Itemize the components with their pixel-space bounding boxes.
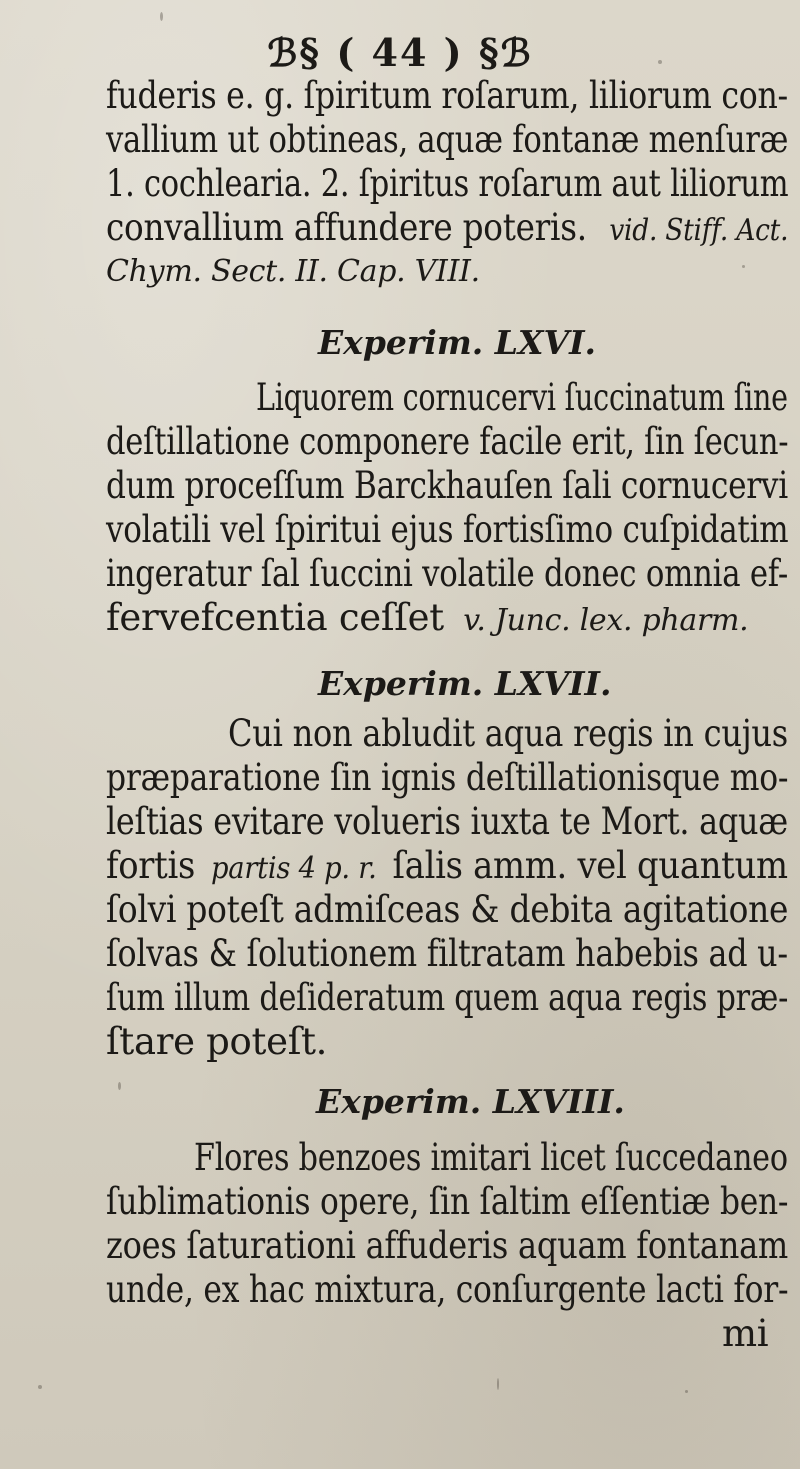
text-line: Liquorem cornucervi ſuccinatum ſine bbox=[256, 376, 788, 419]
text-line: unde, ex hac mixtura, conſurgente lacti for- bbox=[106, 1268, 789, 1311]
paper-speck bbox=[118, 1082, 121, 1090]
paper-speck bbox=[497, 1378, 499, 1390]
page-header: ℬ§ ( 44 ) §ℬ bbox=[267, 30, 533, 75]
section-heading: Experim. LXVI. bbox=[318, 323, 597, 362]
text-line: ſum illum deſideratum quem aqua regis præ- bbox=[106, 976, 789, 1019]
text-line: ſolvi poteſt admiſceas & debita agitatione bbox=[106, 888, 789, 931]
reference-citation: Chym. Sect. II. Cap. VIII. bbox=[106, 254, 480, 289]
paper-speck bbox=[38, 1385, 42, 1389]
text-line: præparatione ſin ignis deſtillationisque mo- bbox=[106, 756, 789, 799]
paper-speck bbox=[160, 12, 163, 21]
text-line: Flores benzoes imitari licet ſuccedaneo bbox=[194, 1136, 788, 1179]
text-line bbox=[106, 206, 788, 253]
paper-speck bbox=[742, 265, 745, 268]
text-line: dum proceſſum Barckhauſen ſali cornucervi bbox=[106, 464, 788, 507]
text-line: mi bbox=[722, 1312, 769, 1355]
reference-citation: vid. Stiff. Act. bbox=[609, 213, 789, 248]
section-heading: Experim. LXVIII. bbox=[316, 1082, 625, 1121]
paper-speck bbox=[685, 1390, 688, 1393]
text-line bbox=[106, 596, 748, 643]
text-line bbox=[106, 844, 788, 891]
text-line: vallium ut obtineas, aquæ fontanæ menſuræ bbox=[106, 118, 789, 161]
text-line: zoes ſaturationi affuderis aquam fontanam bbox=[106, 1224, 789, 1267]
text-line: ſtare poteſt. bbox=[106, 1020, 328, 1063]
text-line: leſtias evitare volueris iuxta te Mort. aquæ bbox=[106, 800, 788, 843]
text-line: fuderis e. g. ſpiritum roſarum, liliorum con- bbox=[106, 74, 788, 117]
reference-citation: v. Junc. lex. pharm. bbox=[463, 603, 749, 638]
text-span: ſalis amm. vel quantum bbox=[392, 844, 788, 887]
text-line: Cui non abludit aqua regis in cujus bbox=[228, 712, 788, 755]
section-heading: Experim. LXVII. bbox=[318, 664, 612, 703]
text-line: ſolvas & ſolutionem filtratam habebis ad u- bbox=[106, 932, 788, 975]
text-line: volatili vel ſpiritui ejus fortisſimo cuſpidatim bbox=[106, 508, 789, 551]
text-line: ſublimationis opere, ſin ſaltim eſſentiæ ben- bbox=[106, 1180, 789, 1223]
reference-citation: partis 4 p. r. bbox=[211, 851, 377, 886]
text-line: deſtillatione componere facile erit, ſin ſecun- bbox=[106, 420, 789, 463]
text-line: 1. cochlearia. 2. ſpiritus roſarum aut liliorum bbox=[106, 162, 789, 205]
text-span: fortis bbox=[106, 844, 196, 887]
text-line: ingeratur ſal ſuccini volatile donec omnia ef- bbox=[106, 552, 788, 595]
text-span: fervefcentia ceſſet bbox=[106, 596, 444, 639]
text-span: convallium affundere poteris. bbox=[106, 206, 587, 249]
